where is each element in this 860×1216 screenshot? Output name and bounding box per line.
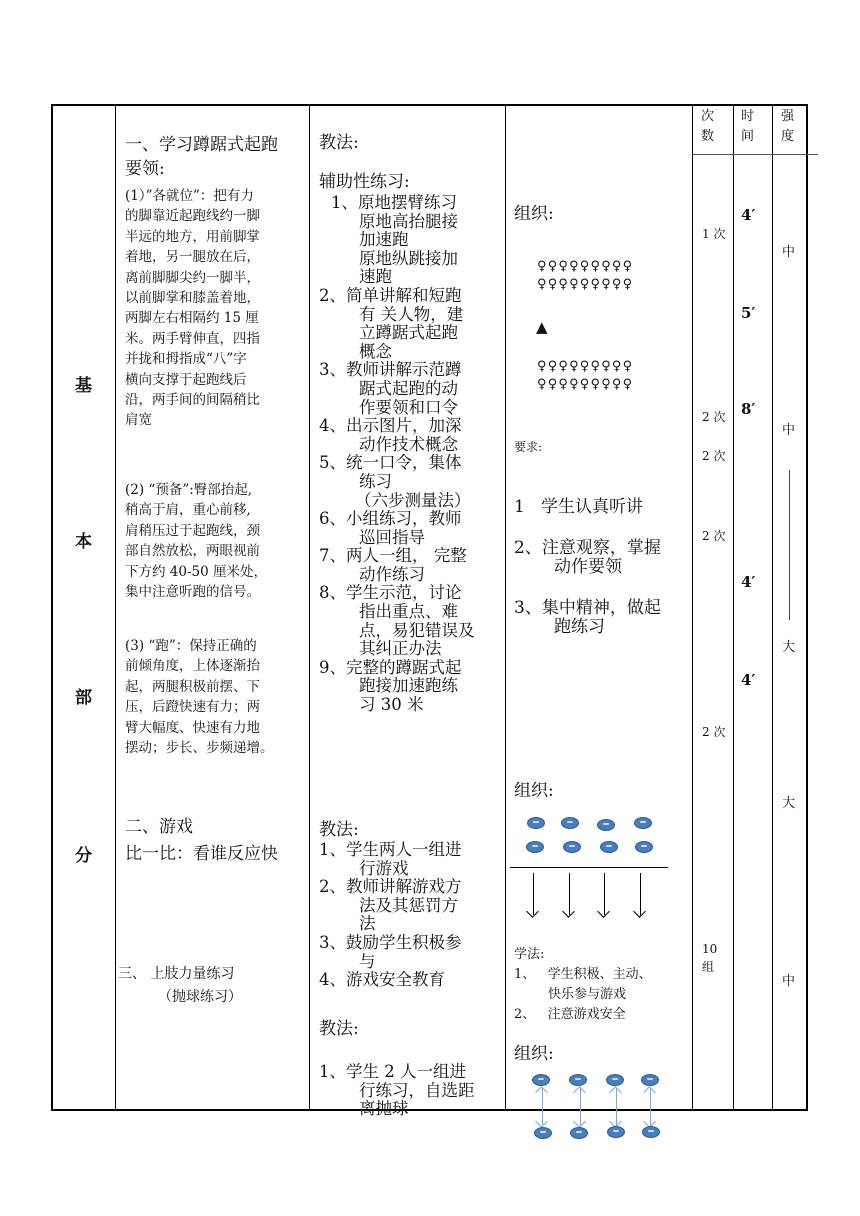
requirement-2b: 动作要领 [554,557,622,577]
game-method-line: 法 [359,914,376,934]
throw-arrow-icon [650,1088,651,1126]
method-line: 1、原地摆臂练习 [331,193,457,212]
header-intensity-1: 强 [781,109,795,124]
content-heading-1: 一、学习蹲踞式起跑 [125,135,278,155]
content-paragraph-2 [125,480,307,602]
intensity-trend-line [789,470,790,620]
p2-line: 下方约 40-50 厘米处， [125,563,268,580]
org-label-2: 组织: [514,781,554,801]
method-line: 指出重点、难 [359,602,458,622]
p1-line: 着地，另一腿放在后， [125,249,260,266]
player-icon [561,817,579,829]
student-row-4: ♀♀♀♀♀♀♀♀♀ [537,377,634,392]
throw-arrow-icon [580,1088,581,1126]
player-icon [634,817,652,829]
p1-line: 半远的地方，用前脚掌 [125,228,260,245]
times-value: 10 [702,942,718,956]
player-icon [570,1127,588,1139]
player-icon [641,1074,659,1086]
times-value: 2 次 [702,529,726,543]
intensity-value: 大 [782,640,796,655]
times-value: 2 次 [702,410,726,424]
org-label-3: 组织: [514,1044,554,1064]
method-line: 加速跑 [359,230,409,250]
method-line: 2、简单讲解和短跑 [319,285,462,305]
method-line: 有 关人物，建 [359,304,464,324]
section-3-subtitle: （抛球练习） [158,989,242,1005]
player-icon [532,1074,550,1086]
header-times-2: 数 [701,129,715,144]
times-value: 组 [702,960,715,974]
game-method-line: 与 [359,951,376,971]
method-line: 动作练习 [359,564,425,584]
times-value: 2 次 [702,449,726,463]
p1-line: 沿，两手间的间隔稍比 [125,392,260,409]
aux-practice-label: 辅助性练习: [319,172,410,192]
duration-value: 8′ [741,400,756,418]
player-icon [569,1074,587,1086]
p1-line: 肩宽 [125,412,152,429]
p3-line: 压，后蹬快速有力；两 [125,699,260,716]
section-char-4: 分 [75,846,92,866]
p1-line: 以前脚掌和膝盖着地， [125,290,260,307]
game-method-line: 4、游戏安全教育 [319,970,445,990]
game-method-label: 教法: [319,820,359,840]
method-line: 3、教师讲解示范蹲 [319,360,462,380]
intensity-value: 中 [782,423,796,438]
intensity-value: 中 [782,245,796,260]
teacher-marker: ▲ [536,318,548,336]
player-icon [606,1074,624,1086]
p3-line: (3) “跑”：保持正确的 [125,638,257,654]
method-label: 教法: [319,133,359,153]
method-line: 立蹲踞式起跑 [359,323,458,343]
s3-method-label: 教法: [319,1019,359,1039]
p2-line: 肩稍压过于起跑线，颈 [125,522,260,539]
game-title: 二、游戏 [125,817,193,837]
student-row-3: ♀♀♀♀♀♀♀♀♀ [537,359,634,374]
method-line: 习 30 米 [359,695,424,715]
player-icon [527,817,545,829]
method-line: 9、完整的蹲踞式起 [319,657,462,677]
game-method-line: 3、鼓励学生积极参 [319,932,462,952]
method-line: 练习 [359,471,392,491]
p3-line: 摆动；步长、步频递增。 [125,740,274,757]
p2-line: (2) “预备”:臀部抬起, [125,482,253,498]
p1-line: 两脚左右相隔约 15 厘 [125,310,259,327]
content-paragraph-3 [125,636,307,758]
header-times-1: 次 [701,109,715,124]
s3-method-line: 行练习，自选距 [359,1080,475,1100]
method-line: 8、学生示范，讨论 [319,583,462,603]
section-3-title: 三、 上肢力量练习 [118,966,235,982]
player-icon [563,841,581,853]
player-icon [597,819,615,831]
method-line: 5、统一口令，集体 [319,453,462,473]
method-line: 7、两人一组， 完整 [319,546,467,566]
study-line-1b: 快乐参与游戏 [548,987,627,1002]
org-label-1: 组织: [514,204,554,224]
col-border-0 [51,104,53,1111]
game-name: 比一比：看谁反应快 [125,844,278,864]
game-method-line: 2、教师讲解游戏方 [319,877,462,897]
study-label: 学法: [514,947,545,962]
throw-arrow-icon [616,1088,617,1126]
method-line: 动作技术概念 [359,434,458,454]
player-icon [635,841,653,853]
method-line: 速跑 [359,267,392,287]
method-line: 巡回指导 [359,527,425,547]
student-row-2: ♀♀♀♀♀♀♀♀♀ [537,277,634,292]
method-line: 踞式起跑的动 [359,378,458,398]
duration-value: 5′ [741,304,756,322]
p3-line: 臂大幅度、快速有力地 [125,719,260,736]
header-time-2: 间 [741,129,755,144]
table-top-border [51,104,808,106]
method-line: 点，易犯错误及 [359,620,475,640]
student-row-1: ♀♀♀♀♀♀♀♀♀ [537,259,634,274]
p3-line: 前倾角度，上体逐渐抬 [125,658,260,675]
p2-line: 稍高于肩，重心前移, [125,502,251,519]
col-border-4 [692,104,693,1111]
content-heading-1b: 要领: [125,159,165,179]
header-underline [692,154,818,155]
content-paragraph-1 [125,186,307,431]
p3-line: 起，两腿积极前摆、下 [125,678,260,695]
intensity-value: 中 [782,974,796,989]
times-value: 2 次 [702,725,726,739]
method-line: 4、出示图片，加深 [319,416,462,436]
s3-method-line: 离抛球 [359,1099,409,1119]
game-method-line: 法及其惩罚方 [359,895,458,915]
run-arrow-icon [604,873,605,915]
player-icon [607,1126,625,1138]
header-time-1: 时 [741,109,755,124]
method-line: 原地高抬腿接 [359,211,458,231]
col-border-6 [772,104,773,1111]
requirements-label: 要求: [514,440,543,454]
method-line: （六步测量法） [355,490,471,510]
section-char-3: 部 [75,688,92,708]
times-value: 1 次 [702,227,726,241]
run-arrow-icon [640,873,641,915]
section-char-1: 基 [75,376,92,396]
col-border-5 [733,104,734,1111]
intensity-value: 大 [782,796,796,811]
duration-value: 4′ [741,671,756,689]
p2-line: 部自然放松，两眼视前 [125,543,260,560]
game-method-line: 1、学生两人一组进 [319,840,462,859]
requirement-3: 3、集中精神，做起 [514,598,661,618]
study-line-1: 1、 学生积极、主动、 [514,967,652,982]
method-list [319,194,505,715]
p1-line: (1）”各就位”：把有力 [125,188,254,204]
player-icon [526,841,544,853]
header-intensity-2: 度 [781,129,795,144]
run-arrow-icon [533,873,534,915]
duration-value: 4′ [741,206,756,224]
col-border-3 [505,104,506,1111]
game-method-list [319,841,505,990]
s3-method-line: 1、学生 2 人一组进 [319,1062,466,1081]
requirement-2: 2、注意观察，掌握 [514,538,661,558]
start-line [510,867,668,868]
game-method-line: 行游戏 [359,858,409,878]
duration-value: 4′ [741,573,756,591]
method-line: 原地纵跳接加 [359,248,458,268]
study-line-2: 2、 注意游戏安全 [514,1007,626,1022]
p1-line: 的脚靠近起跑线约一脚 [125,208,260,225]
method-line: 其纠正办法 [359,639,442,659]
p2-line: 集中注意听跑的信号。 [125,584,260,601]
requirement-3b: 跑练习 [554,617,605,637]
player-icon [642,1126,660,1138]
throw-arrow-icon [542,1088,543,1126]
p1-line: 横向支撑于起跑线后 [125,371,247,388]
requirement-1: 1 学生认真听讲 [514,497,644,517]
run-arrow-icon [569,873,570,915]
s3-method-list [319,1062,505,1119]
method-line: 概念 [359,341,392,361]
p1-line: 并拢和拇指成“八”字 [125,351,247,368]
p1-line: 米。两手臂伸直，四指 [125,330,260,347]
player-icon [600,841,618,853]
col-border-7 [806,104,808,1111]
method-line: 6、小组练习，教师 [319,509,462,529]
method-line: 作要领和口令 [359,397,458,417]
method-line: 跑接加速跑练 [359,676,458,696]
section-char-2: 本 [75,532,92,552]
col-border-2 [309,104,310,1111]
player-icon [534,1127,552,1139]
col-border-1 [115,104,116,1111]
p1-line: 离前脚脚尖约一脚半， [125,269,260,286]
